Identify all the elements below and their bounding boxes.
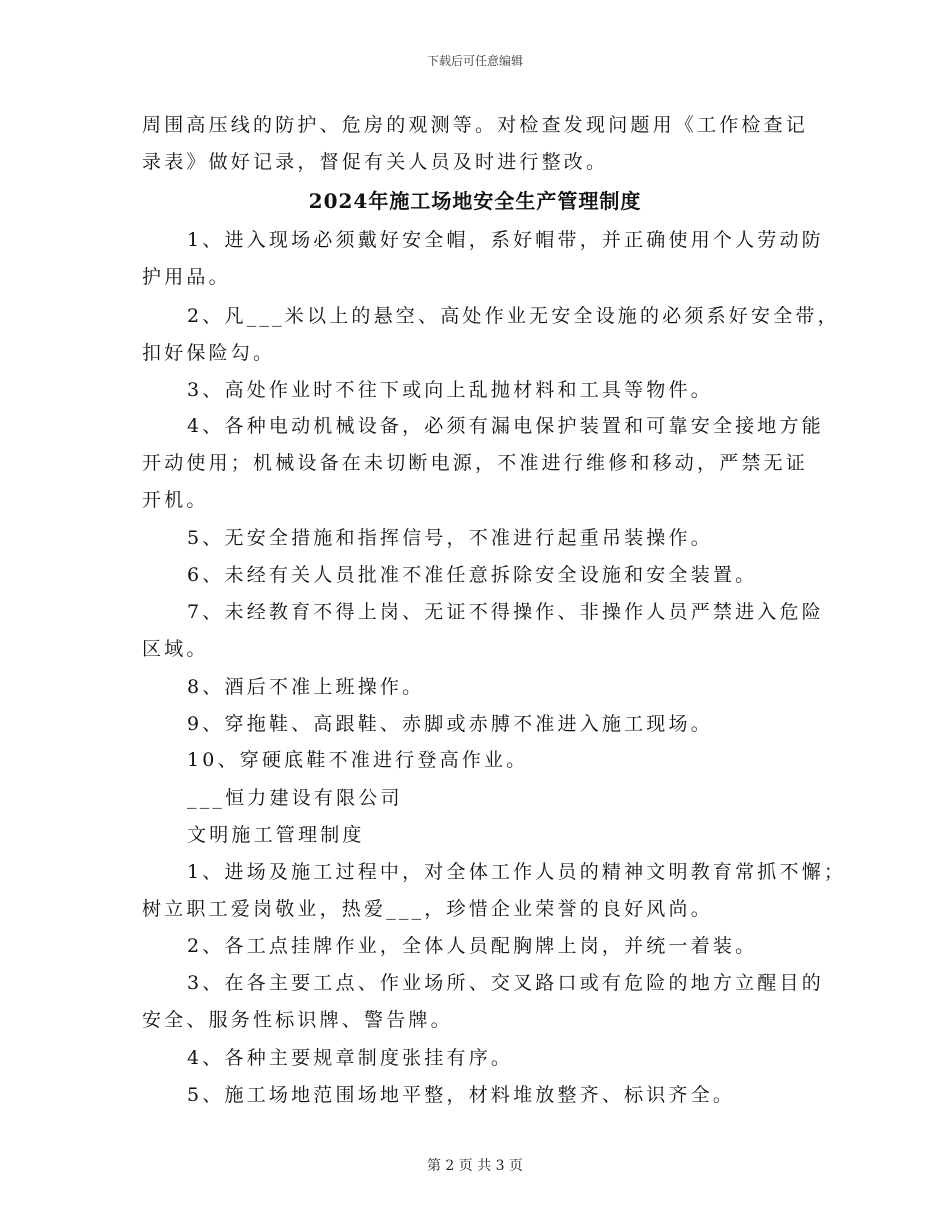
page-header-note: 下载后可任意编辑	[426, 54, 523, 68]
paragraph-line: 3、高处作业时不往下或向上乱抛材料和工具等物件。	[187, 379, 713, 401]
paragraph-line: 安全、服务性标识牌、警告牌。	[142, 1009, 453, 1031]
page-number-footer: 第 2 页 共 3 页	[426, 1158, 524, 1174]
company-name-line: ___恒力建设有限公司	[187, 787, 403, 809]
paragraph-line: 护用品。	[142, 266, 231, 288]
paragraph-line: 树立职工爱岗敬业，热爱___，珍惜企业荣誉的良好风尚。	[142, 898, 713, 920]
intro-line-1: 周围高压线的防护、危房的观测等。对检查发现问题用《工作检查记	[142, 114, 809, 136]
paragraph-line: 区域。	[142, 638, 209, 660]
paragraph-line: 4、各种主要规章制度张挂有序。	[187, 1047, 514, 1069]
paragraph-line: 9、穿拖鞋、高跟鞋、赤脚或赤膊不准进入施工现场。	[187, 713, 713, 735]
paragraph-line: 1、进场及施工过程中，对全体工作人员的精神文明教育常抓不懈；	[187, 861, 847, 883]
section-heading-line: 文明施工管理制度	[187, 824, 365, 846]
paragraph-line: 2、各工点挂牌作业，全体人员配胸牌上岗，并统一着装。	[187, 935, 758, 957]
paragraph-line: 开机。	[142, 489, 209, 511]
paragraph-line: 4、各种电动机械设备，必须有漏电保护装置和可靠安全接地方能	[187, 415, 824, 437]
paragraph-line: 5、施工场地范围场地平整，材料堆放整齐、标识齐全。	[187, 1084, 736, 1106]
paragraph-line: 2、凡___米以上的悬空、高处作业无安全设施的必须系好安全带，	[187, 305, 840, 327]
paragraph-line: 扣好保险勾。	[142, 342, 276, 364]
paragraph-line: 5、无安全措施和指挥信号，不准进行起重吊装操作。	[187, 527, 713, 549]
paragraph-line: 10、穿硬底鞋不准进行登高作业。	[187, 749, 529, 771]
document-title: 2024年施工场地安全生产管理制度	[308, 189, 642, 213]
paragraph-line: 3、在各主要工点、作业场所、交叉路口或有危险的地方立醒目的	[187, 972, 824, 994]
paragraph-line: 开动使用；机械设备在未切断电源，不准进行维修和移动，严禁无证	[142, 452, 809, 474]
paragraph-line: 8、酒后不准上班操作。	[187, 676, 425, 698]
paragraph-line: 7、未经教育不得上岗、无证不得操作、非操作人员严禁进入危险	[187, 601, 824, 623]
paragraph-line: 1、进入现场必须戴好安全帽，系好帽带，并正确使用个人劳动防	[187, 229, 824, 251]
paragraph-line: 6、未经有关人员批准不准任意拆除安全设施和安全装置。	[187, 564, 758, 586]
intro-line-2: 录表》做好记录，督促有关人员及时进行整改。	[142, 151, 609, 173]
